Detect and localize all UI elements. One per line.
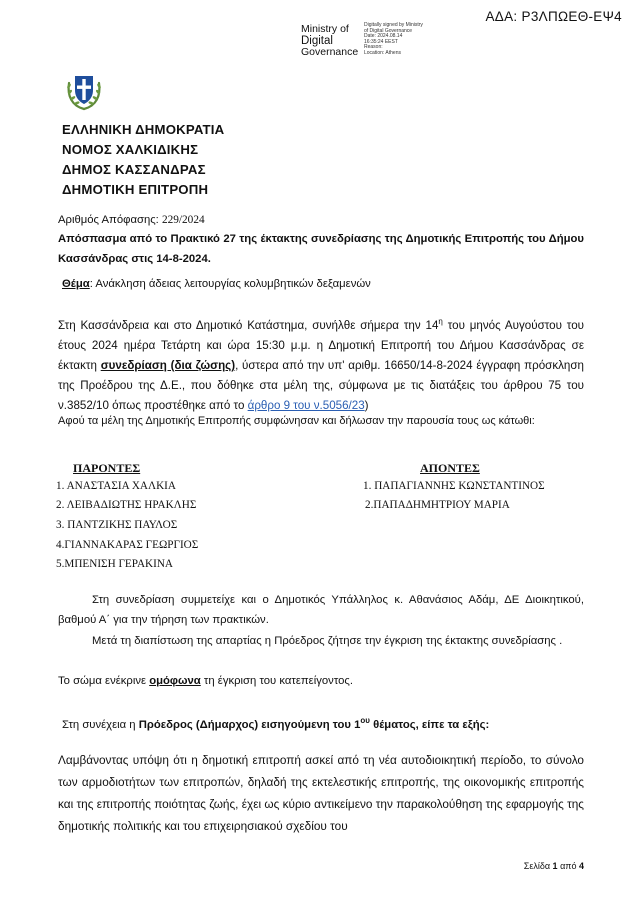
employee-paragraph: Στη συνεδρίαση συμμετείχε και ο Δημοτικός Υπάλληλος κ. Αθανάσιος Αδάμ, ΔΕ Διοικητικού, βαθμού Α΄ για την τήρηση των πρακτικών.: [58, 594, 584, 626]
intro-text: ): [364, 398, 369, 412]
urgency-paragraph: [58, 671, 584, 691]
topic-speaker-tail: θέματος, είπε τα εξής:: [369, 718, 490, 731]
intro-session-type: συνεδρίαση (δια ζώσης): [100, 358, 236, 372]
signature-ministry-line: Digital: [301, 34, 333, 47]
intro-text: του μηνός Αυγούστου του έτους 2024 ημέρα Τετάρτη και ώρα 15:30 μ.μ. η Δημοτική Επιτροπή του Δήμου Κασσάνδρας σε έκτακτη: [58, 318, 584, 372]
decision-number: 229/2024: [161, 214, 205, 226]
signature-detail-line: of Digital Governance: [364, 27, 413, 34]
extract-title: Απόσπασμα από το Πρακτικό 27 της έκτακτης συνεδρίασης της Δημοτικής Επιτροπής του Δήμου Κασσάνδρας στις 14-8-2024.: [58, 233, 584, 265]
header-line: ΔΗΜΟΣ ΚΑΣΣΑΝΔΡΑΣ: [62, 162, 206, 177]
law-article-link[interactable]: άρθρο 9 του ν.5056/23: [247, 398, 365, 412]
signature-detail-line: Date: 2024.08.14: [364, 33, 403, 40]
header-line: ΔΗΜΟΤΙΚΗ ΕΠΙΤΡΟΠΗ: [62, 182, 209, 197]
intro-text: Στη Κασσάνδρεια και στο Δημοτικό Κατάστημα, συνήλθε σήμερα την 14: [58, 318, 439, 332]
signature-details: [364, 23, 423, 57]
signature-ministry-line: Ministry of: [301, 23, 349, 35]
page-number-text: Σελίδα: [523, 861, 553, 871]
greek-emblem-icon: [64, 70, 104, 112]
signature-detail-line: Digitally signed by Ministry: [364, 22, 423, 28]
body-paragraph: Λαμβάνοντας υπόψη ότι η δημοτική επιτροπή ασκεί από τη νέα αυτοδιοικητική περίοδο, το σύνολο των αρμοδιοτήτων των επιτροπών, δηλαδή της εκτελεστικής επιτροπής, της οικονομικής επιτροπής και της επιτροπής ποιότητας ζωής, έχει ως κύριο αντικείμενο την παρακολούθηση της εφαρμογής της δημοτικής πολιτικής και του επιχειρησιακού σχεδίου του: [58, 753, 584, 833]
decision-number-label: Αριθμός Απόφασης:: [58, 214, 159, 226]
ada-code: ΑΔΑ: Ρ3ΛΠΩΕΘ-ΕΨ4: [485, 9, 622, 24]
urgency-text: Το σώμα ενέκρινε: [58, 675, 150, 687]
authority-header: [62, 120, 224, 200]
signature-detail-line: Reason:: [364, 44, 383, 51]
topic-speaker: Πρόεδρος (Δήμαρχος) εισηγούμενη του 1: [138, 718, 361, 731]
header-line: ΝΟΜΟΣ ΧΑΛΚΙΔΙΚΗΣ: [62, 142, 199, 157]
page-number: [524, 861, 584, 871]
topic-sup: ου: [360, 716, 370, 725]
quorum-paragraph: Μετά τη διαπίστωση της απαρτίας η Πρόεδρος ζήτησε την έγκριση της έκτακτης συνεδρίασης .: [92, 635, 563, 647]
intro-sup: η: [438, 317, 443, 326]
topic-text: Στη συνέχεια η: [62, 718, 139, 731]
subject-text: : Ανάκληση άδειας λειτουργίας κολυμβητικών δεξαμενών: [89, 278, 371, 290]
intro-paragraph: [58, 312, 584, 416]
total-pages: 4: [578, 861, 584, 871]
present-member: 1. ΑΝΑΣΤΑΣΙΑ ΧΑΛΚΙΑ: [56, 480, 176, 492]
urgency-text: τη έγκριση του κατεπείγοντος.: [200, 675, 353, 687]
present-title: ΠΑΡΟΝΤΕΣ: [73, 461, 141, 475]
signature-ministry-line: Governance: [301, 46, 359, 58]
present-member: 2. ΛΕΙΒΑΔΙΩΤΗΣ ΗΡΑΚΛΗΣ: [56, 499, 197, 511]
absent-member: 2.ΠΑΠΑΔΗΜΗΤΡΙΟΥ ΜΑΡΙΑ: [365, 499, 510, 511]
intro-text: , ύστερα από την υπ' αριθμ. 16650/14-8-2024 έγγραφη πρόσκληση της Προέδρου της Δ.Ε., που δόθηκε στα μέλη της, σύμφωνα με τις διατάξεις του άρθρου 75 του ν.3852/10 όπως προστέθηκε από το: [58, 358, 584, 412]
signature-ministry: [301, 24, 358, 59]
signature-detail-line: Location: Athens: [364, 49, 401, 56]
subject-line: [62, 274, 584, 294]
absent-member: 1. ΠΑΠΑΓΙΑΝΝΗΣ ΚΩΝΣΤΑΝΤΙΝΟΣ: [363, 480, 545, 492]
present-member: 3. ΠΑΝΤΖΙΚΗΣ ΠΑΥΛΟΣ: [56, 519, 178, 531]
present-member: 5.ΜΠΕΝΙΣΗ ΓΕΡΑΚΙΝΑ: [56, 558, 173, 570]
urgency-unanimous: ομόφωνα: [149, 675, 201, 687]
absent-title: ΑΠΟΝΤΕΣ: [420, 461, 480, 475]
present-member: 4.ΓΙΑΝΝΑΚΑΡΑΣ ΓΕΩΡΓΙΟΣ: [56, 539, 199, 551]
header-line: ΕΛΛΗΝΙΚΗ ΔΗΜΟΚΡΑΤΙΑ: [62, 122, 225, 137]
subject-label: Θέμα: [62, 278, 90, 290]
page-number-text: από: [557, 861, 579, 871]
topic-intro: [62, 711, 584, 735]
signature-detail-line: 16:35:24 EEST: [364, 38, 398, 45]
agreement-line: Αφού τα μέλη της Δημοτικής Επιτροπής συμφώνησαν και δήλωσαν την παρουσία τους ως κάτωθι:: [58, 415, 535, 427]
decision-number-line: [58, 210, 584, 230]
current-page: 1: [552, 861, 558, 871]
